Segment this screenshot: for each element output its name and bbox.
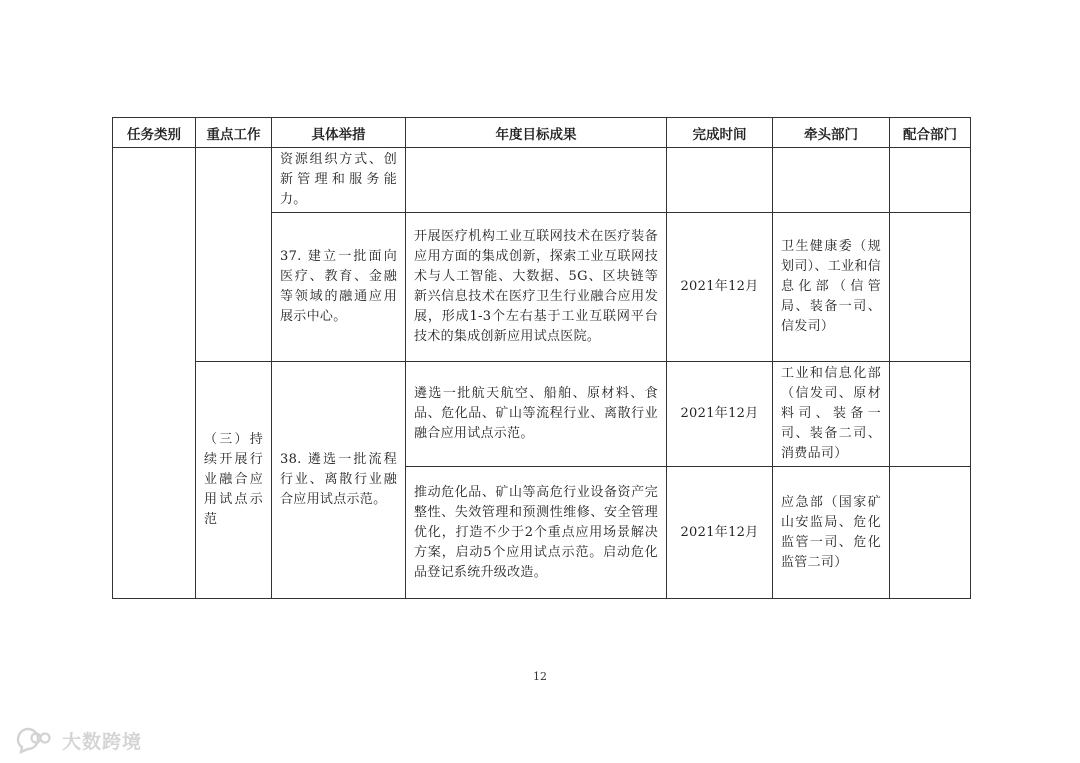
task-category-cell — [113, 148, 196, 599]
measure-text: 资源组织方式、创新管理和服务能力。 — [280, 152, 397, 207]
measure-cell-38 — [272, 362, 406, 599]
goal-cell-continued — [406, 148, 667, 213]
goal-cell-38a — [406, 362, 667, 467]
lead-cell-37 — [773, 213, 890, 362]
lead-cell-38b — [773, 467, 890, 599]
measure-text: 38. 遴选一批流程行业、离散行业融合应用试点示范。 — [280, 452, 397, 507]
time-text: 2021年12月 — [680, 279, 759, 294]
table-row — [113, 362, 971, 467]
task-table — [112, 117, 971, 599]
table-row — [113, 148, 971, 213]
header-task-category: 任务类别 — [113, 118, 196, 148]
key-work-cell-3 — [196, 362, 272, 599]
cooperate-cell-37 — [890, 213, 971, 362]
header-lead-department: 牵头部门 — [773, 118, 890, 148]
time-text: 2021年12月 — [680, 524, 759, 540]
time-cell-continued — [667, 148, 773, 213]
key-work-text: （三）持续开展行业融合应用试点示范 — [204, 432, 263, 527]
cooperate-cell-38a — [890, 362, 971, 467]
header-cooperating-department: 配合部门 — [890, 118, 971, 148]
measure-cell-continued — [272, 148, 406, 213]
goal-text: 开展医疗机构工业互联网技术在医疗装备应用方面的集成创新，探索工业互联网技术与人工智能、大数据、5G、区块链等新兴信息技术在医疗卫生行业融合应用发展，形成1-3个左右基于工业互联网平台技术的集成创新应用试点医院。 — [414, 229, 658, 344]
page-number: 12 — [533, 670, 547, 683]
table-header-row — [113, 118, 971, 148]
time-cell-38b — [667, 467, 773, 599]
time-text: 2021年12月 — [680, 406, 759, 421]
cooperate-cell-continued — [890, 148, 971, 213]
goal-text: 遴选一批航天航空、船舶、原材料、食品、危化品、矿山等流程行业、离散行业融合应用试点示范。 — [414, 386, 658, 441]
chat-bubble-logo-icon — [12, 725, 56, 755]
time-cell-38a — [667, 362, 773, 467]
measure-text: 37. 建立一批面向医疗、教育、金融等领域的融通应用展示中心。 — [280, 249, 397, 324]
measure-cell-37 — [272, 213, 406, 362]
lead-cell-continued — [773, 148, 890, 213]
lead-text: 工业和信息化部（信发司、原材料司、装备一司、装备二司、消费品司） — [781, 366, 881, 461]
header-key-work: 重点工作 — [196, 118, 272, 148]
header-annual-goal: 年度目标成果 — [406, 118, 667, 148]
lead-text: 应急部（国家矿山安监局、危化监管一司、危化监管二司） — [781, 494, 881, 570]
cooperate-cell-38b — [890, 467, 971, 599]
lead-text: 卫生健康委（规划司）、工业和信息化部（信管局、装备一司、信发司） — [781, 239, 881, 334]
watermark — [12, 725, 142, 755]
goal-text: 推动危化品、矿山等高危行业设备资产完整性、失效管理和预测性维修、安全管理优化，打造不少于2个重点应用场景解决方案，启动5个应用试点示范。启动危化品登记系统升级改造。 — [414, 484, 658, 580]
header-specific-measures: 具体举措 — [272, 118, 406, 148]
lead-cell-38a — [773, 362, 890, 467]
header-completion-time: 完成时间 — [667, 118, 773, 148]
time-cell-37 — [667, 213, 773, 362]
goal-cell-37 — [406, 213, 667, 362]
key-work-cell-continued — [196, 148, 272, 362]
goal-cell-38b — [406, 467, 667, 599]
watermark-text: 大数跨境 — [62, 730, 143, 753]
